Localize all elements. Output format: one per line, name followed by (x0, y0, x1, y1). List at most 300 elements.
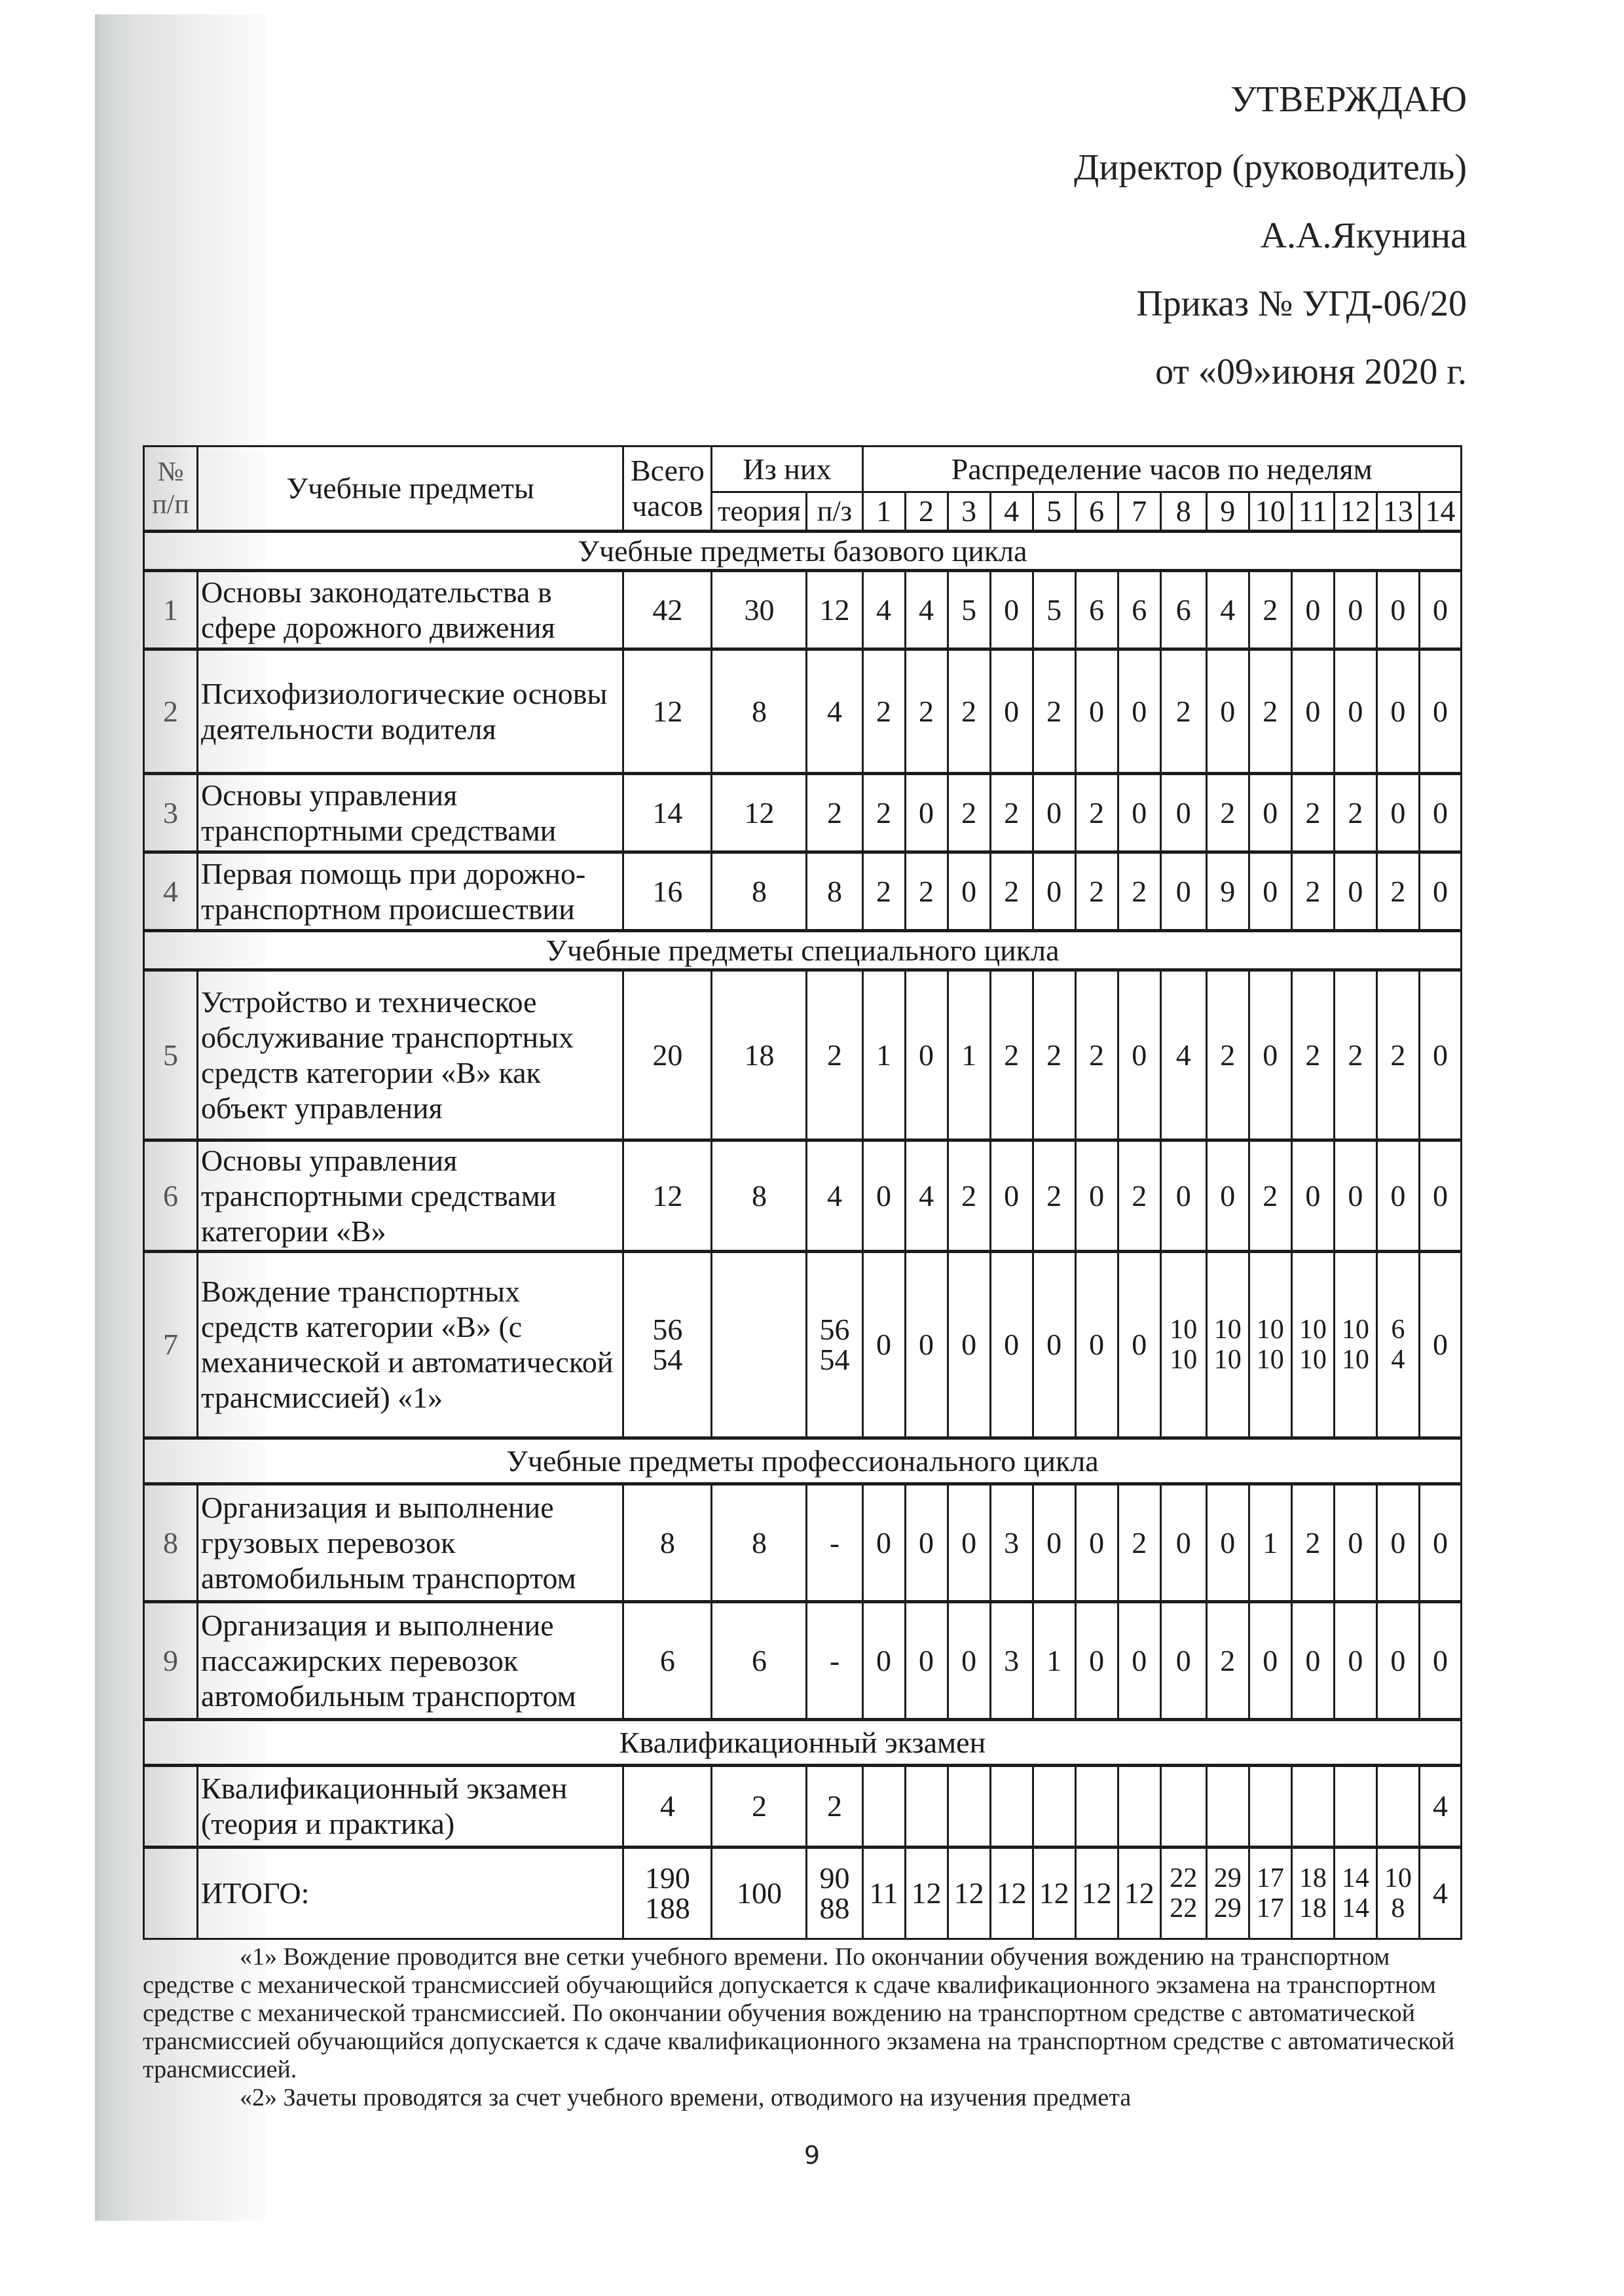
week-11-total (1291, 1848, 1334, 1939)
week-6-hours (1075, 1766, 1118, 1848)
week-14-hours: 0 (1419, 649, 1461, 774)
cell-value-line: 0 (1089, 1328, 1105, 1361)
week-4-hours: 3 (990, 1602, 1033, 1720)
table-row (144, 1140, 1462, 1252)
week-13-hours: 0 (1376, 1140, 1419, 1252)
theory-hours: 2 (712, 1766, 807, 1848)
week-1-hours (862, 1252, 905, 1438)
cell-value-line: 0 (876, 1328, 892, 1361)
week-12-hours: 2 (1334, 970, 1376, 1140)
week-1-hours: 2 (862, 852, 905, 931)
header-week-9: 9 (1206, 492, 1249, 532)
header-practice: п/з (807, 492, 862, 532)
week-3-hours: 1 (948, 970, 990, 1140)
practice-hours: 4 (807, 649, 862, 774)
week-9-hours: 0 (1206, 649, 1249, 774)
footnote-2: «2» Зачеты проводятся за счет учебного времени, отводимого на изучения предмета (240, 2084, 1132, 2111)
section-title: Учебные предметы специального цикла (144, 931, 1462, 970)
week-6-total (1075, 1848, 1118, 1939)
week-5-total (1033, 1848, 1075, 1939)
cell-value-line: 10 (1341, 1345, 1369, 1375)
cell-value-line: 6 (1391, 1315, 1405, 1345)
week-3-hours (948, 1766, 990, 1848)
week-9-hours (1206, 1252, 1249, 1438)
week-7-hours: 2 (1118, 852, 1160, 931)
header-week-11: 11 (1291, 492, 1334, 532)
row-number: 4 (144, 852, 198, 931)
total-row (144, 1848, 1462, 1939)
total-label: ИТОГО: (198, 1848, 623, 1939)
week-10-hours: 2 (1249, 571, 1291, 649)
week-8-hours (1160, 1252, 1206, 1438)
cell-value-line: 10 (1170, 1345, 1198, 1375)
subject-name: Организация и выполнение пассажирских перевозок автомобильным транспортом (198, 1602, 623, 1720)
week-1-hours: 1 (862, 970, 905, 1140)
week-11-hours: 2 (1291, 1484, 1334, 1602)
week-7-hours: 6 (1118, 571, 1160, 649)
header-subject: Учебные предметы (198, 446, 623, 532)
week-1-hours: 2 (862, 649, 905, 774)
practice-hours: 2 (807, 774, 862, 852)
row-number: 8 (144, 1484, 198, 1602)
curriculum-body (144, 532, 1462, 1939)
week-11-hours: 2 (1291, 852, 1334, 931)
week-12-hours: 0 (1334, 1484, 1376, 1602)
week-6-hours: 2 (1075, 852, 1118, 931)
header-week-7: 7 (1118, 492, 1160, 532)
cell-value-line: 10 (1213, 1315, 1242, 1345)
week-2-hours (905, 1766, 948, 1848)
header-week-10: 10 (1249, 492, 1291, 532)
week-11-hours (1291, 1252, 1334, 1438)
cell-value-line: 4 (1391, 1345, 1405, 1375)
week-2-hours: 0 (905, 1484, 948, 1602)
week-3-hours: 2 (948, 1140, 990, 1252)
table-row (144, 571, 1462, 649)
cell-value-line: 88 (819, 1891, 850, 1925)
header-week-5: 5 (1033, 492, 1075, 532)
cell-value-line: 0 (919, 1328, 934, 1361)
week-10-hours: 0 (1249, 1602, 1291, 1720)
total-hours: 20 (623, 970, 712, 1140)
cell-value-line: 14 (1341, 1893, 1369, 1923)
week-4-hours: 2 (990, 852, 1033, 931)
week-1-hours: 4 (862, 571, 905, 649)
week-2-hours: 0 (905, 970, 948, 1140)
week-12-hours: 0 (1334, 1602, 1376, 1720)
week-14-hours: 0 (1419, 852, 1461, 931)
subject-name: Основы управления транспортными средствами категории «В» (198, 1140, 623, 1252)
total-hours: 12 (623, 1140, 712, 1252)
week-2-hours: 2 (905, 852, 948, 931)
header-row-top (144, 446, 1462, 492)
total-hours: 8 (623, 1484, 712, 1602)
cell-value-line: 12 (1039, 1876, 1069, 1910)
subject-name: Психофизиологические основы деятельности водителя (198, 649, 623, 774)
week-1-hours: 0 (862, 1484, 905, 1602)
cell-value-line: 0 (1004, 1328, 1020, 1361)
week-13-hours: 0 (1376, 1484, 1419, 1602)
theory-hours: 30 (712, 571, 807, 649)
week-4-hours: 0 (990, 1140, 1033, 1252)
week-13-hours: 0 (1376, 649, 1419, 774)
week-8-hours: 0 (1160, 774, 1206, 852)
cell-value-line: 10 (1170, 1315, 1198, 1345)
week-14-hours: 0 (1419, 1140, 1461, 1252)
table-row (144, 970, 1462, 1140)
subject-name: Основы законодательства в сфере дорожного движения (198, 571, 623, 649)
week-8-hours: 0 (1160, 1484, 1206, 1602)
cell-value-line: 18 (1299, 1863, 1327, 1893)
week-7-hours: 0 (1118, 649, 1160, 774)
practice-hours: 4 (807, 1140, 862, 1252)
week-13-hours: 0 (1376, 571, 1419, 649)
section-row (144, 532, 1462, 571)
header-week-3: 3 (948, 492, 990, 532)
theory-hours: 12 (712, 774, 807, 852)
week-13-hours (1376, 1766, 1419, 1848)
week-14-hours: 0 (1419, 970, 1461, 1140)
week-9-hours: 2 (1206, 970, 1249, 1140)
cell-value-line: 4 (1432, 1876, 1448, 1910)
subject-name: Устройство и техническое обслуживание транспортных средств категории «В» как объект управления (198, 970, 623, 1140)
week-12-total (1334, 1848, 1376, 1939)
week-11-hours: 0 (1291, 1602, 1334, 1720)
week-5-hours: 1 (1033, 1602, 1075, 1720)
week-5-hours (1033, 1766, 1075, 1848)
cell-value-line: 0 (961, 1328, 977, 1361)
week-4-hours: 0 (990, 571, 1033, 649)
week-14-hours: 0 (1419, 1602, 1461, 1720)
week-10-hours: 1 (1249, 1484, 1291, 1602)
total-hours: 6 (623, 1602, 712, 1720)
cell-value-line: 10 (1341, 1315, 1369, 1345)
total-hours: 16 (623, 852, 712, 931)
header-num: № п/п (144, 446, 198, 532)
week-7-hours: 0 (1118, 1602, 1160, 1720)
week-6-hours: 0 (1075, 1484, 1118, 1602)
table-row (144, 1484, 1462, 1602)
week-11-hours: 0 (1291, 571, 1334, 649)
week-5-hours: 2 (1033, 970, 1075, 1140)
week-14-hours: 4 (1419, 1766, 1461, 1848)
week-6-hours (1075, 1252, 1118, 1438)
total-hours: 4 (623, 1766, 712, 1848)
week-13-hours: 2 (1376, 852, 1419, 931)
cell-value-line: 11 (869, 1876, 898, 1910)
week-1-hours: 0 (862, 1602, 905, 1720)
theory-hours: 8 (712, 852, 807, 931)
week-5-hours: 2 (1033, 1140, 1075, 1252)
table-row (144, 1252, 1462, 1438)
week-8-hours (1160, 1766, 1206, 1848)
cell-value-line: 0 (1132, 1328, 1147, 1361)
header-week-14: 14 (1419, 492, 1461, 532)
total-hours (623, 1252, 712, 1438)
cell-value-line: 54 (652, 1343, 683, 1376)
table-row (144, 852, 1462, 931)
week-11-hours (1291, 1766, 1334, 1848)
section-title: Учебные предметы базового цикла (144, 532, 1462, 571)
cell-value-line: 10 (1299, 1315, 1327, 1345)
week-10-total (1249, 1848, 1291, 1939)
approval-position: Директор (руководитель) (1074, 147, 1467, 188)
week-3-hours: 2 (948, 649, 990, 774)
approval-order: Приказ № УГД-06/20 (1136, 283, 1467, 324)
theory-hours: 18 (712, 970, 807, 1140)
week-9-hours: 4 (1206, 571, 1249, 649)
week-8-hours: 0 (1160, 1602, 1206, 1720)
week-6-hours: 0 (1075, 1602, 1118, 1720)
cell-value-line: 10 (1384, 1863, 1412, 1893)
total-row-num (144, 1848, 198, 1939)
approval-date: от «09»июня 2020 г. (1155, 352, 1467, 392)
week-4-hours: 2 (990, 774, 1033, 852)
cell-value-line: 12 (1081, 1876, 1112, 1910)
header-total (623, 446, 712, 532)
week-12-hours (1334, 1252, 1376, 1438)
week-12-hours: 0 (1334, 649, 1376, 774)
total-hours: 42 (623, 571, 712, 649)
week-2-hours: 2 (905, 649, 948, 774)
row-number: 1 (144, 571, 198, 649)
week-4-hours (990, 1766, 1033, 1848)
practice-hours: 2 (807, 1766, 862, 1848)
header-total-text: Всего часов (630, 454, 705, 522)
row-number: 3 (144, 774, 198, 852)
week-7-hours (1118, 1766, 1160, 1848)
row-number (144, 1766, 198, 1848)
practice-hours: - (807, 1602, 862, 1720)
week-13-hours (1376, 1252, 1419, 1438)
cell-value-line: 10 (1256, 1315, 1284, 1345)
header-week-12: 12 (1334, 492, 1376, 532)
week-7-hours: 2 (1118, 1140, 1160, 1252)
week-5-hours: 0 (1033, 852, 1075, 931)
week-13-total (1376, 1848, 1419, 1939)
week-8-hours: 2 (1160, 649, 1206, 774)
week-13-hours: 0 (1376, 1602, 1419, 1720)
subject-name: Первая помощь при дорожно-транспортном происшествии (198, 852, 623, 931)
week-14-hours: 0 (1419, 571, 1461, 649)
week-7-hours (1118, 1252, 1160, 1438)
header-week-1: 1 (862, 492, 905, 532)
week-13-hours: 0 (1376, 774, 1419, 852)
week-11-hours: 0 (1291, 649, 1334, 774)
week-6-hours: 2 (1075, 970, 1118, 1140)
theory-hours: 6 (712, 1602, 807, 1720)
approval-name: А.А.Якунина (1260, 215, 1467, 256)
week-2-hours: 4 (905, 1140, 948, 1252)
week-4-hours: 3 (990, 1484, 1033, 1602)
section-row (144, 931, 1462, 970)
cell-value-line: 17 (1256, 1863, 1284, 1893)
week-8-hours: 6 (1160, 571, 1206, 649)
week-8-hours: 4 (1160, 970, 1206, 1140)
week-10-hours: 2 (1249, 649, 1291, 774)
week-7-hours: 2 (1118, 1484, 1160, 1602)
header-distribution: Распределение часов по неделям (862, 446, 1462, 492)
subject-name: Организация и выполнение грузовых перевозок автомобильным транспортом (198, 1484, 623, 1602)
week-10-hours (1249, 1766, 1291, 1848)
header-week-2: 2 (905, 492, 948, 532)
week-9-hours: 9 (1206, 852, 1249, 931)
theory-hours: 8 (712, 1140, 807, 1252)
subject-name: Основы управления транспортными средствами (198, 774, 623, 852)
week-7-hours: 0 (1118, 970, 1160, 1140)
footnotes (143, 1943, 1479, 2112)
table-row (144, 774, 1462, 852)
cell-value-line: 12 (1124, 1876, 1154, 1910)
week-3-hours (948, 1252, 990, 1438)
week-5-hours: 0 (1033, 1484, 1075, 1602)
practice-hours: - (807, 1484, 862, 1602)
subject-name: Вождение транспортных средств категории «В» (с механической и автоматической трансмиссией) «1» (198, 1252, 623, 1438)
header-week-8: 8 (1160, 492, 1206, 532)
week-12-hours: 0 (1334, 852, 1376, 931)
row-number: 5 (144, 970, 198, 1140)
week-14-hours: 0 (1419, 1484, 1461, 1602)
week-10-hours: 0 (1249, 774, 1291, 852)
week-11-hours: 0 (1291, 1140, 1334, 1252)
week-5-hours: 2 (1033, 649, 1075, 774)
week-14-hours: 0 (1419, 774, 1461, 852)
row-number: 7 (144, 1252, 198, 1438)
cell-value-line: 10 (1256, 1345, 1284, 1375)
table-row (144, 1766, 1462, 1848)
row-number: 2 (144, 649, 198, 774)
week-2-hours: 0 (905, 774, 948, 852)
table-row (144, 649, 1462, 774)
week-10-hours: 2 (1249, 1140, 1291, 1252)
week-2-hours: 4 (905, 571, 948, 649)
grand-practice-hours (807, 1848, 862, 1939)
section-title: Учебные предметы профессионального цикла (144, 1438, 1462, 1484)
week-5-hours (1033, 1252, 1075, 1438)
cell-value-line: 54 (819, 1343, 850, 1376)
week-7-total (1118, 1848, 1160, 1939)
week-3-total (948, 1848, 990, 1939)
week-12-hours (1334, 1766, 1376, 1848)
cell-value-line: 29 (1213, 1893, 1242, 1923)
theory-hours: 8 (712, 649, 807, 774)
cell-value-line: 188 (644, 1891, 690, 1925)
cell-value-line: 10 (1299, 1345, 1327, 1375)
total-hours: 12 (623, 649, 712, 774)
week-6-hours: 0 (1075, 1140, 1118, 1252)
cell-value-line: 56 (819, 1313, 850, 1346)
section-row (144, 1720, 1462, 1766)
approval-block (1074, 65, 1467, 406)
practice-hours: 12 (807, 571, 862, 649)
week-3-hours: 2 (948, 774, 990, 852)
week-9-hours (1206, 1766, 1249, 1848)
week-3-hours: 0 (948, 852, 990, 931)
header-week-4: 4 (990, 492, 1033, 532)
header-week-6: 6 (1075, 492, 1118, 532)
practice-hours (807, 1252, 862, 1438)
grand-total-hours (623, 1848, 712, 1939)
week-6-hours: 0 (1075, 649, 1118, 774)
week-8-hours: 0 (1160, 852, 1206, 931)
row-number: 9 (144, 1602, 198, 1720)
week-12-hours: 2 (1334, 774, 1376, 852)
cell-value-line: 0 (1432, 1328, 1448, 1361)
week-9-hours: 0 (1206, 1484, 1249, 1602)
week-14-hours (1419, 1252, 1461, 1438)
week-4-total (990, 1848, 1033, 1939)
week-3-hours: 5 (948, 571, 990, 649)
week-14-total (1419, 1848, 1461, 1939)
practice-hours: 2 (807, 970, 862, 1140)
header-of-them: Из них (712, 446, 862, 492)
cell-value-line: 56 (652, 1313, 683, 1346)
week-1-total (862, 1848, 905, 1939)
theory-hours: 8 (712, 1484, 807, 1602)
week-4-hours (990, 1252, 1033, 1438)
week-4-hours: 0 (990, 649, 1033, 774)
cell-value-line: 8 (1391, 1893, 1405, 1923)
cell-value-line: 190 (644, 1861, 690, 1895)
cell-value-line: 90 (819, 1861, 850, 1895)
week-10-hours: 0 (1249, 970, 1291, 1140)
cell-value-line: 29 (1213, 1863, 1242, 1893)
week-2-hours (905, 1252, 948, 1438)
section-row (144, 1438, 1462, 1484)
cell-value-line: 22 (1170, 1893, 1198, 1923)
week-7-hours: 0 (1118, 774, 1160, 852)
header-week-13: 13 (1376, 492, 1419, 532)
week-11-hours: 2 (1291, 970, 1334, 1140)
week-12-hours: 0 (1334, 571, 1376, 649)
total-hours: 14 (623, 774, 712, 852)
week-5-hours: 0 (1033, 774, 1075, 852)
cell-value-line: 0 (1046, 1328, 1062, 1361)
footnote-1: «1» Вождение проводится вне сетки учебного времени. По окончании обучения вождению на транспортном средстве с механической трансмиссией обучающийся допускается к сдаче квалификационного экзамена на транспортном средстве с механической трансмиссией. По окончании обучения вождению на транспортном средстве с автоматической трансмиссией обучающийся допускается к сдаче квалификационного экзамена на транспортном средстве с автоматической трансмиссией. (143, 1943, 1455, 2083)
practice-hours: 8 (807, 852, 862, 931)
curriculum-table (143, 445, 1462, 1940)
week-12-hours: 0 (1334, 1140, 1376, 1252)
week-2-hours: 0 (905, 1602, 948, 1720)
week-8-total (1160, 1848, 1206, 1939)
week-3-hours: 0 (948, 1602, 990, 1720)
cell-value-line: 14 (1341, 1863, 1369, 1893)
week-9-hours: 2 (1206, 774, 1249, 852)
theory-hours (712, 1252, 807, 1438)
week-2-total (905, 1848, 948, 1939)
week-10-hours: 0 (1249, 852, 1291, 931)
week-9-total (1206, 1848, 1249, 1939)
cell-value-line: 12 (996, 1876, 1027, 1910)
row-number: 6 (144, 1140, 198, 1252)
week-8-hours: 0 (1160, 1140, 1206, 1252)
page-number: 9 (803, 2141, 821, 2170)
section-title: Квалификационный экзамен (144, 1720, 1462, 1766)
week-11-hours: 2 (1291, 774, 1334, 852)
week-6-hours: 6 (1075, 571, 1118, 649)
week-1-hours (862, 1766, 905, 1848)
cell-value-line: 18 (1299, 1893, 1327, 1923)
table-row (144, 1602, 1462, 1720)
scan-page-edge (95, 14, 101, 2221)
cell-value-line: 10 (1213, 1345, 1242, 1375)
grand-theory-hours: 100 (712, 1848, 807, 1939)
week-1-hours: 2 (862, 774, 905, 852)
cell-value-line: 17 (1256, 1893, 1284, 1923)
week-9-hours: 2 (1206, 1602, 1249, 1720)
week-5-hours: 5 (1033, 571, 1075, 649)
subject-name: Квалификационный экзамен (теория и практика) (198, 1766, 623, 1848)
